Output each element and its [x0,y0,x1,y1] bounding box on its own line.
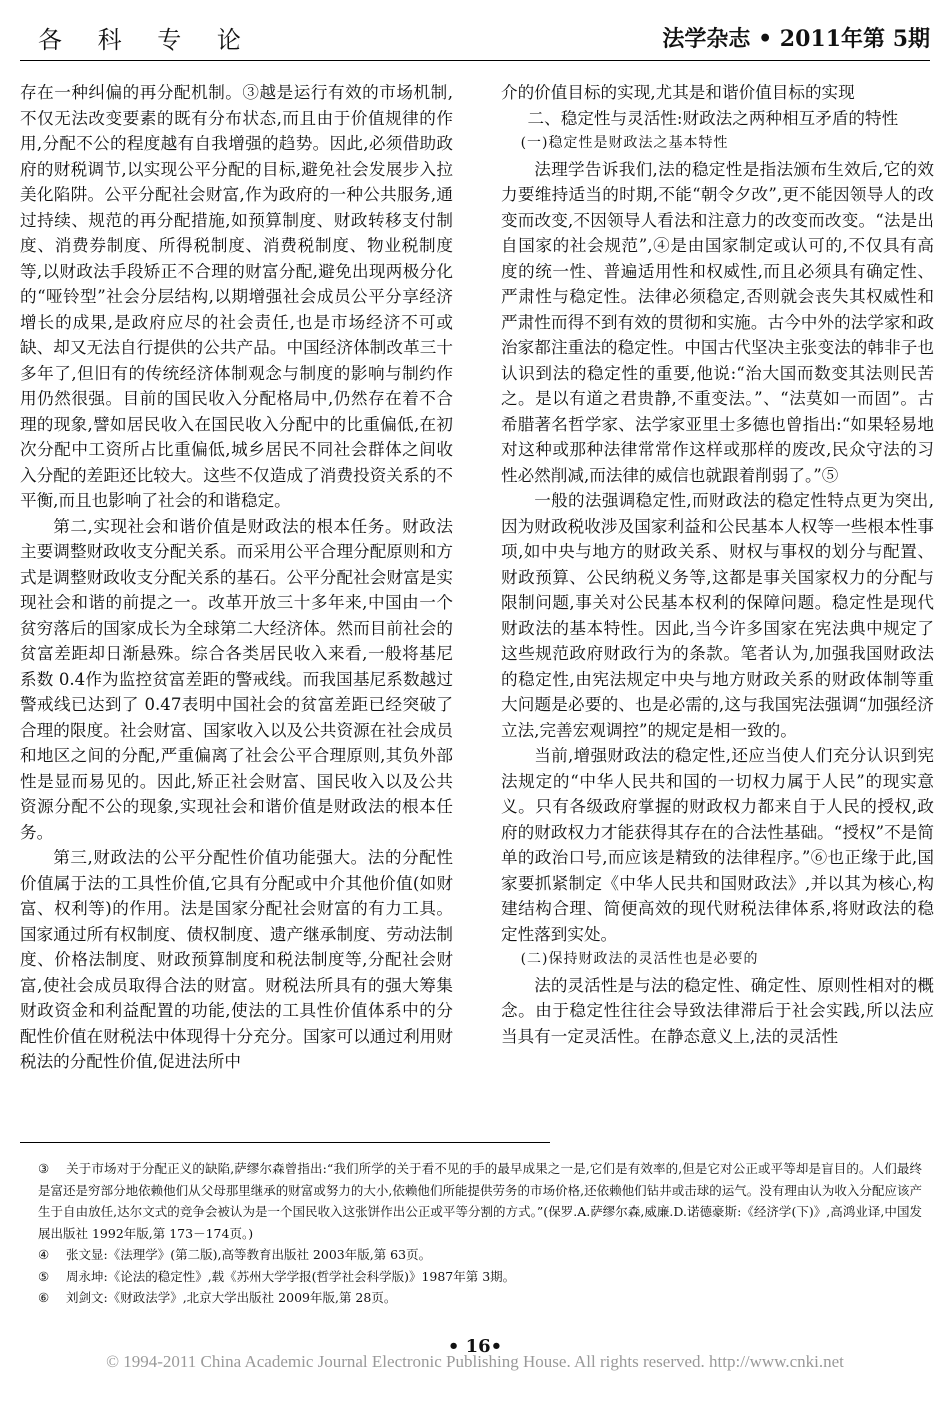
paragraph: 第二,实现社会和谐价值是财政法的根本任务。财政法主要调整财政收支分配关系。而采用公平合理分配原则和方式是调整财政收支分配关系的基石。公平分配社会财富是实现社会和谐的前提之一。改革开放三十多年来,中国由一个贫穷落后的国家成长为全球第二大经济体。然而目前社会的贫富差距却日渐悬殊。综合各类居民收入来看,一般将基尼系数 0.4作为监控贫富差距的警戒线。而我国基尼系数越过警戒线已达到了 0.47表明中国社会的贫富差距已经突破了合理的限度。社会财富、国家收入以及公共资源在社会成员和地区之间的分配,严重偏离了社会公平合理原则,其负外部性是显而易见的。因此,矫正社会财富、国民收入以及公共资源分配不公的现象,实现社会和谐价值是财政法的根本任务。 [20,516,453,842]
copyright-notice: © 1994-2011 China Academic Journal Electronic Publishing House. All rights reserved. http://www.cnki.net [106,1352,844,1371]
journal-issue: 法学杂志 • 2011年第 5期 [662,26,930,52]
subsection-heading: (一)稳定性是财政法之基本特性 [520,135,729,151]
paragraph: 第三,财政法的公平分配性价值功能强大。法的分配性价值属于法的工具性价值,它具有分配或中介其他价值(如财富、权利等)的作用。法是国家分配社会财富的有力工具。国家通过所有权制度、债权制度、遗产继承制度、劳动法制度、价格法制度、财政预算制度和税法制度等,分配社会财富,使社会成员取得合法的财富。财税法所具有的强大筹集财政资金和利益配置的功能,使法的工具性价值体系中的分配性价值在财税法中体现得十分充分。国家可以通过利用财税法的分配性价值,促进法所中 [20,848,453,1071]
header-divider [20,60,930,61]
left-column [20,80,453,1075]
paragraph: 法的灵活性是与法的稳定性、确定性、原则性相对的概念。由于稳定性往往会导致法律滞后于社会实践,所以法应当具有一定灵活性。在静态意义上,法的灵活性 [501,975,934,1046]
section-heading: 二、稳定性与灵活性:财政法之两种相互矛盾的特性 [527,108,899,128]
footnote [20,1287,922,1309]
section-label: 各 科 专 论 [38,26,255,54]
footnote-text: 关于市场对于分配正义的缺陷,萨缪尔森曾指出:“我们所学的关于看不见的手的最早成果之一是,它们是有效率的,但是它对公正或平等却是盲目的。人们最终是富还是穷部分地依赖他们从父母那里继承的财富或努力的大小,依赖他们所能提供劳务的市场价格,还依赖他们钻井或击球的运气。没有理由认为收入分配应该产生于自由放任,达尔文式的竞争会被认为是一个国民收入这张饼作出公正或平等分割的方式。”(保罗.A.萨缪尔森,威廉.D.诺德豪斯:《经济学(下)》,高鸿业译,中国发展出版社 1992年版,第 173－174页。) [38,1161,922,1241]
footnote-text: 周永坤:《论法的稳定性》,载《苏州大学学报(哲学社会科学版)》1987年第 3期。 [66,1268,516,1284]
paragraph: 法理学告诉我们,法的稳定性是指法颁布生效后,它的效力要维持适当的时期,不能“朝令夕改”,更不能因领导人的改变而改变,不因领导人看法和注意力的改变而改变。“法是出自国家的社会规范”,④是由国家制定或认可的,不仅具有高度的统一性、普遍适用性和权威性,而且必须具有确定性、严肃性与稳定性。法律必须稳定,否则就会丧失其权威性和严肃性而得不到有效的贯彻和实施。古今中外的法学家和政治家都注重法的稳定性。中国古代坚决主张变法的韩非子也认识到法的稳定性的重要,他说:“治大国而数变其法则民苦之。是以有道之君贵静,不重变法。”、“法莫如一而固”。古希腊著名哲学家、法学家亚里士多德也曾指出:“如果轻易地对这种或那种法律常常作这样或那样的废改,民众守法的习性必然削减,而法律的威信也就跟着削弱了。”⑤ [501,159,934,485]
footnote-number: ⑥ [38,1290,50,1305]
footnote-number: ⑤ [38,1268,50,1284]
paragraph: 介的价值目标的实现,尤其是和谐价值目标的实现 [501,83,855,102]
paragraph: 一般的法强调稳定性,而财政法的稳定性特点更为突出,因为财政税收涉及国家利益和公民基本人权等一些根本性事项,如中央与地方的财政关系、财权与事权的划分与配置、财政预算、公民纳税义务等,这都是事关国家权力的分配与限制问题,事关对公民基本权利的保障问题。稳定性是现代财政法的基本特性。因此,当今许多国家在宪法典中规定了这些规范政府财政行为的条款。笔者认为,加强我国财政法的稳定性,由宪法规定中央与地方财政关系的财政体制等重大问题是必要的、也是必需的,这与我国宪法强调“加强经济立法,完善宏观调控”的规定是相一致的。 [501,491,934,740]
page-number: • 16• [447,1336,503,1357]
paragraph: 当前,增强财政法的稳定性,还应当使人们充分认识到宪法规定的“中华人民共和国的一切权力属于人民”的现实意义。只有各级政府掌握的财政权力都来自于人民的授权,政府的财政权力才能获得其存在的合法性基础。“授权”不是简单的政治口号,而应该是精致的法律程序。”⑥也正缘于此,国家要抓紧制定《中华人民共和国财政法》,并以其为核心,构建结构合理、简便高效的现代财税法律体系,将财政法的稳定性落到实处。 [501,746,934,944]
footnote-number: ③ [38,1161,50,1176]
running-header [20,18,930,54]
footnote-text: 张文显:《法理学》(第二版),高等教育出版社 2003年版,第 63页。 [66,1247,432,1262]
footnote-number: ④ [38,1247,50,1262]
subsection-heading: (二)保持财政法的灵活性也是必要的 [520,951,759,967]
footnote [20,1266,922,1288]
footnote [20,1158,922,1244]
paragraph: 存在一种纠偏的再分配机制。③越是运行有效的市场机制,不仅无法改变要素的既有分布状态,而且由于价值规律的作用,分配不公的程度越有自我增强的趋势。因此,必须借助政府的财税调节,以实现公平分配的目标,避免社会发展步入拉美化陷阱。公平分配社会财富,作为政府的一种公共服务,通过持续、规范的再分配措施,如预算制度、财政转移支付制度、消费券制度、所得税制度、消费税制度、物业税制度等,以财政法手段矫正不合理的财富分配,避免出现两极分化的“哑铃型”社会分层结构,以期增强社会成员公平分享经济增长的成果,是政府应尽的社会责任,也是市场经济不可或缺、却又无法自行提供的公共产品。中国经济体制改革三十多年了,但旧有的传统经济体制观念与制度的影响与制约作用仍然很强。目前的国民收入分配格局中,仍然存在着不合理的现象,譬如居民收入在国民收入分配中的比重偏低,在初次分配中工资所占比重偏低,城乡居民不同社会群体之间收入分配的差距还比较大。这些不仅造成了消费投资关系的不平衡,而且也影响了社会的和谐稳定。 [20,83,453,510]
footnote [20,1244,922,1266]
footnote-text: 刘剑文:《财政法学》,北京大学出版社 2009年版,第 28页。 [66,1290,397,1305]
footnotes [20,1158,922,1309]
right-column [501,80,934,1049]
footnote-divider [20,1142,550,1143]
